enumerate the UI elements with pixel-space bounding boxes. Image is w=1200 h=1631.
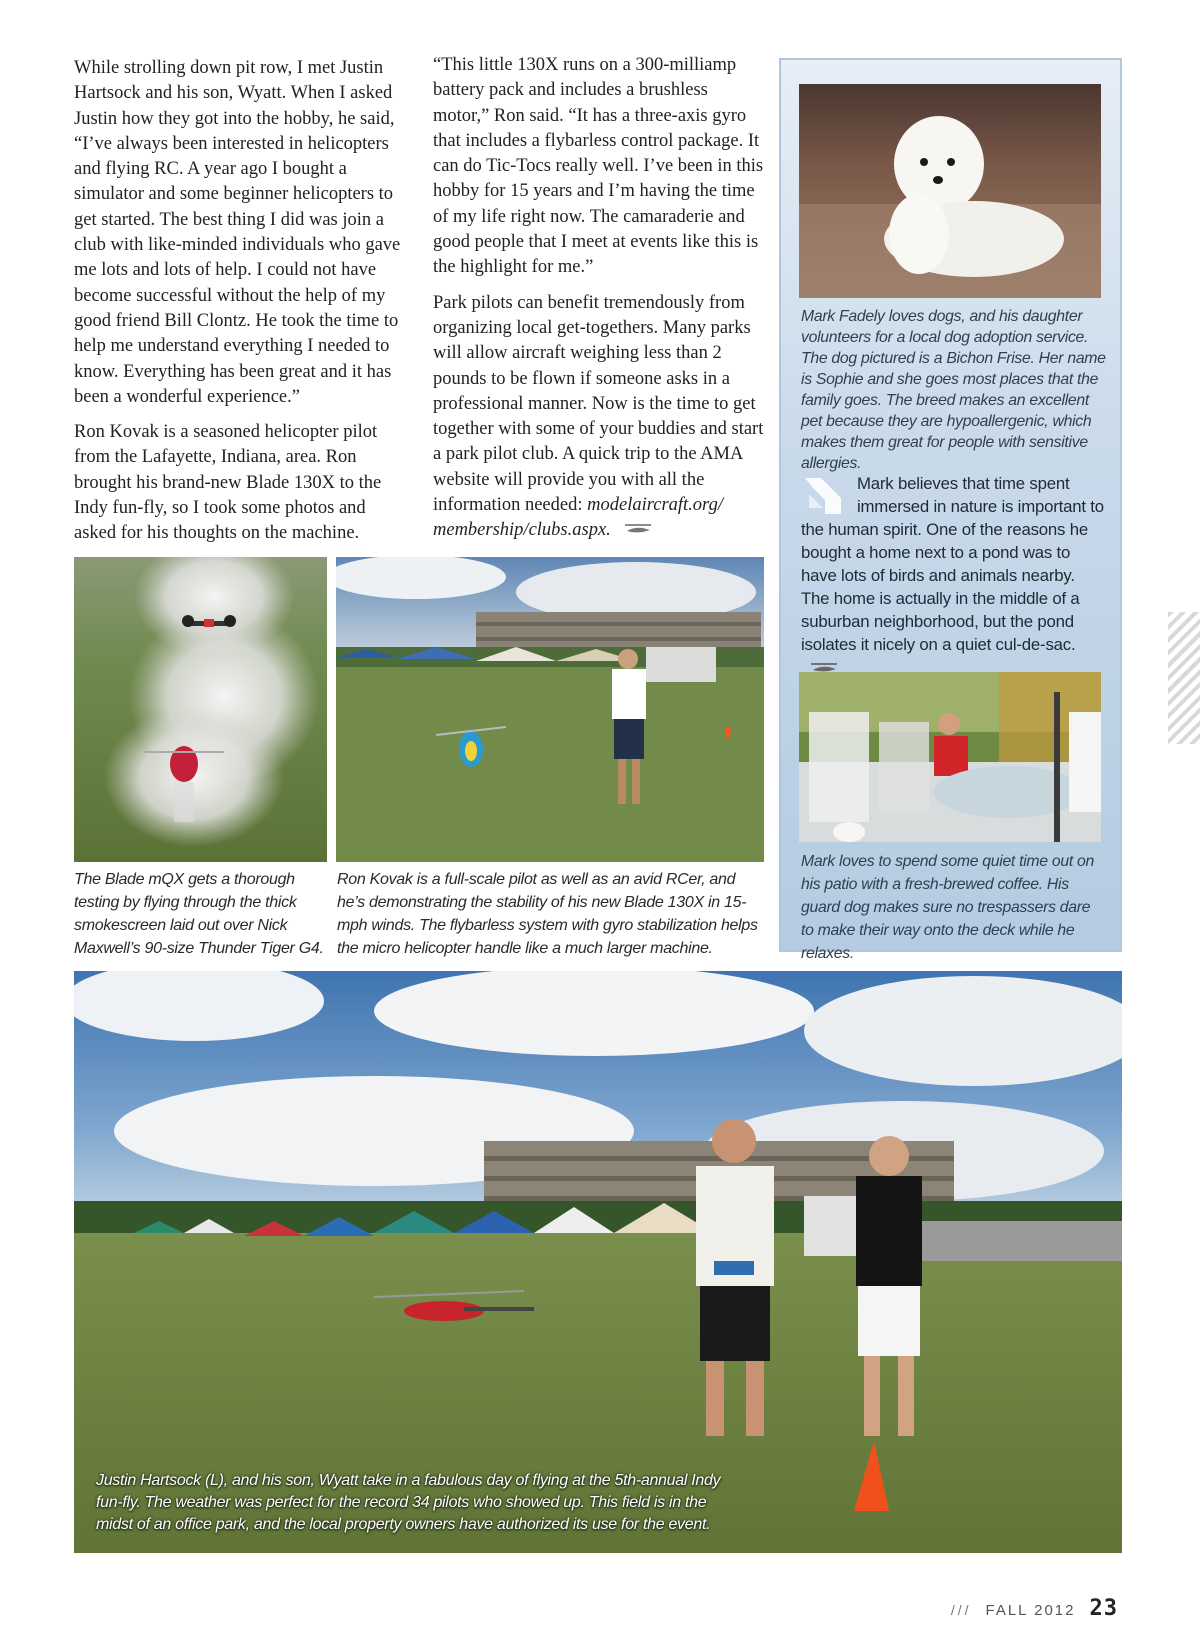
club-link[interactable]: modelaircraft.org/ membership/clubs.aspx.: [433, 495, 723, 541]
caption-dog: Mark Fadely loves dogs, and his daughter volunteers for a local dog adoption service. The dog pictured is a Bichon Frise. Her name is Sophie and she goes most places that the family goes. The breed makes an excellent pet because they are hypoallergenic, which makes them great for people with sensitive allergies.: [801, 308, 1106, 472]
footer-slashes: ///: [950, 1602, 972, 1618]
caption-mqx: The Blade mQX gets a thorough testing by flying through the thick smokescreen laid out over Nick Maxwell’s 90-size Thunder Tiger G4.: [74, 871, 324, 957]
decorative-hatch: [1168, 612, 1200, 744]
issue-date: FALL 2012: [985, 1602, 1076, 1619]
paragraph: Ron Kovak is a seasoned helicopter pilot from the Lafayette, Indiana, area. Ron brought his brand-new Blade 130X to the Indy fun-fly, so I took some photos and asked for his thoughts on the machine.: [74, 422, 382, 544]
photo-dog-sophie: [799, 84, 1101, 298]
photo-mqx-smoke: [74, 557, 327, 862]
caption-ron-kovak: Ron Kovak is a full-scale pilot as well as an avid RCer, and he’s demonstrating the stability of his new Blade 130X in 15-mph winds. The flybarless system with gyro stabilization helps the micro helicopter handle like a much larger machine.: [337, 871, 758, 957]
article-column-1: [74, 56, 409, 557]
arrow-icon: [801, 474, 845, 518]
photo-justin-wyatt: [74, 971, 1122, 1553]
caption-patio: Mark loves to spend some quiet time out on his patio with a fresh-brewed coffee. His guard dog makes sure no trespassers dare to make their way onto the deck while he relaxes.: [801, 853, 1094, 962]
sidebar-body: [801, 472, 1106, 680]
sidebar-body-text: Mark believes that time spent immersed in nature is important to the human spirit. One of the reasons he bought a home next to a pond was to have lots of birds and animals nearby. The home is actually in the middle of a suburban neighborhood, but the pond isolates it nicely on a quiet cul-de-sac.: [801, 474, 1104, 654]
photo-patio: [799, 672, 1101, 842]
page-footer: [951, 1596, 1118, 1621]
article-column-2: [433, 53, 768, 554]
paragraph: While strolling down pit row, I met Justin Hartsock and his son, Wyatt. When I asked Justin how they got into the hobby, he said, “I’ve always been interested in helicopters and flying RC. A year ago I bought a simulator and some beginner helicopters to get started. The best thing I did was join a club with like-minded individuals who gave me lots and lots of help. I could not have become successful without the help of my good friend Bill Clontz. He took the time to help me understand everything I needed to know. Everything has been great and it has been a wonderful experience.”: [74, 58, 401, 407]
paragraph: [433, 291, 768, 544]
sidebar-box: [779, 58, 1122, 962]
caption-justin-wyatt: Justin Hartsock (L), and his son, Wyatt take in a fabulous day of flying at the 5th-annual Indy fun-fly. The weather was perfect for the record 34 pilots who showed up. This field is in the midst of an office park, and the local property owners have authorized its use for the event.: [96, 1472, 721, 1533]
paragraph-text: Park pilots can benefit tremendously from organizing local get-togethers. Many parks will allow aircraft weighing less than 2 pounds to be flown if someone asks in a professional manner. Now is the time to get together with some of your buddies and start a park pilot club. A quick trip to the AMA website will provide you with all the information needed:: [433, 292, 764, 516]
page-number: 23: [1089, 1596, 1118, 1621]
helicopter-end-mark-icon: [623, 518, 653, 543]
photo-ron-kovak: [336, 557, 764, 862]
paragraph: “This little 130X runs on a 300-milliamp battery pack and includes a brushless motor,” Ron said. “It has a three-axis gyro that includes a flybarless control package. It can do Tic-Tocs really well. I’ve been in this hobby for 15 years and I’m having the time of my life right now. The camaraderie and good people that I meet at events like this is the highlight for me.”: [433, 55, 764, 278]
